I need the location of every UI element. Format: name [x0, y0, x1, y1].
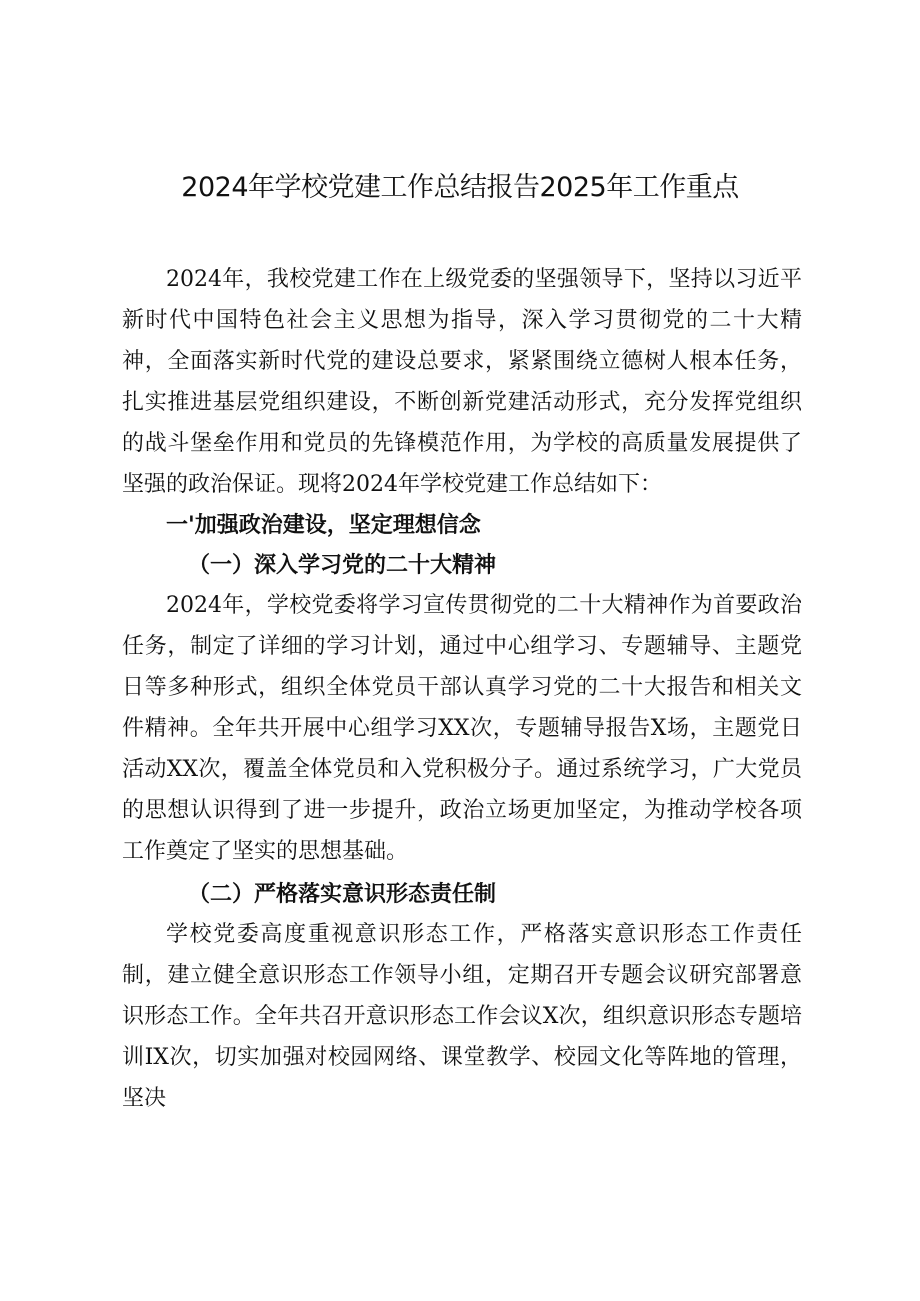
subsection-heading-1: （一）深入学习党的二十大精神 — [188, 552, 497, 578]
document-title: 2024年学校党建工作总结报告2025年工作重点 — [181, 172, 739, 203]
subsection-heading-2: （二）严格落实意识形态责任制 — [188, 881, 497, 907]
subsection-1-paragraph: 2024年，学校党委将学习宣传贯彻党的二十大精神作为首要政治任务，制定了详细的学习计划，通过中心组学习、专题辅导、主题党日等多种形式，组织全体党员干部认真学习党的二十大报告和相关文件精神。全年共开展中心组学习XX次，专题辅导报告X场，主题党日活动XX次，覆盖全体党员和入党积极分子。通过系统学习，广大党员的思想认识得到了进一步提升，政治立场更加坚定，为推动学校各项工作奠定了坚实的思想基础。 — [122, 593, 802, 864]
document-body — [122, 259, 802, 1119]
section-heading-1: 一'加强政治建设，坚定理想信念 — [166, 512, 481, 538]
subsection-2-paragraph: 学校党委高度重视意识形态工作，严格落实意识形态工作责任制，建立健全意识形态工作领导小组，定期召开专题会议研究部署意识形态工作。全年共召开意识形态工作会议X次，组织意识形态专题培训IX次，切实加强对校园网络、课堂教学、校园文化等阵地的管理，坚决 — [122, 922, 802, 1111]
intro-paragraph: 2024年，我校党建工作在上级党委的坚强领导下，坚持以习近平新时代中国特色社会主义思想为指导，深入学习贯彻党的二十大精神，全面落实新时代党的建设总要求，紧紧围绕立德树人根本任务，扎实推进基层党组织建设，不断创新党建活动形式，充分发挥党组织的战斗堡垒作用和党员的先锋模范作用，为学校的高质量发展提供了坚强的政治保证。现将2024年学校党建工作总结如下： — [122, 267, 802, 497]
